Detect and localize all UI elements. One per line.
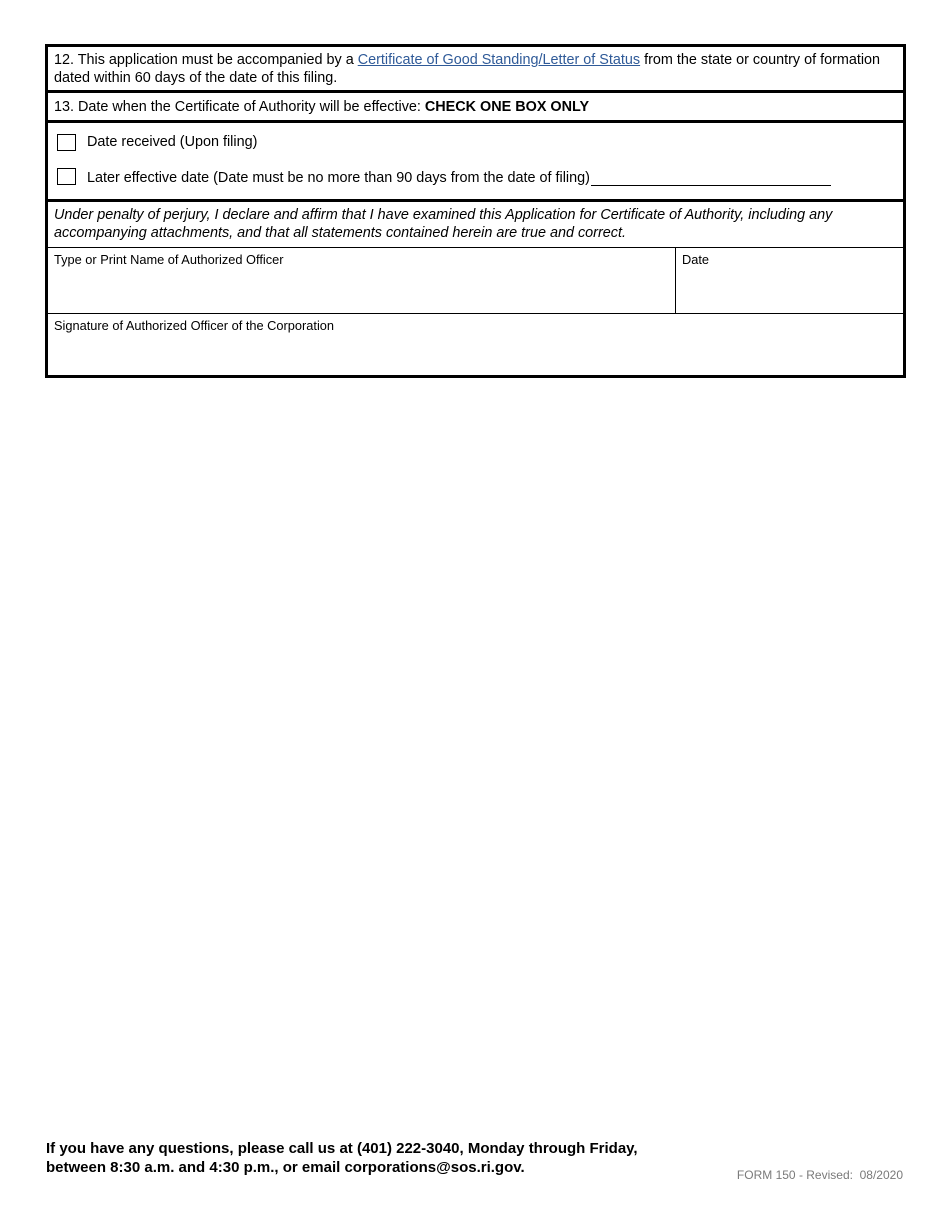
date-field[interactable] (676, 248, 903, 313)
later-effective-date-checkbox[interactable] (57, 168, 76, 185)
option-later-effective-date (57, 169, 831, 187)
officer-row (48, 247, 903, 313)
contact-information (46, 1139, 726, 1177)
date-received-checkbox[interactable] (57, 134, 76, 151)
form-revision-id: FORM 150 - Revised: 08/2020 (736, 1168, 903, 1182)
certificate-of-good-standing-link[interactable]: Certificate of Good Standing/Letter of Status (357, 52, 641, 68)
signature-field[interactable] (48, 313, 903, 378)
date-label: Date (682, 252, 710, 267)
later-effective-date-label: Later effective date (Date must be no more than 90 days from the date of filing) (87, 170, 590, 186)
check-one-box-notice: CHECK ONE BOX ONLY (424, 99, 590, 115)
item-13-effective-date (48, 90, 903, 120)
later-effective-date-field[interactable] (591, 171, 831, 186)
officer-name-field[interactable] (48, 248, 676, 313)
contact-line-1: If you have any questions, please call us at (401) 222-3040, Monday through Friday, (46, 1140, 638, 1157)
item-12-text-before: 12. This application must be accompanied by a (54, 52, 358, 68)
signature-label: Signature of Authorized Officer of the Corporation (54, 318, 335, 333)
item-13-text: 13. Date when the Certificate of Authority will be effective: (54, 99, 425, 115)
certificate-form-section (45, 44, 906, 378)
contact-line-2: between 8:30 a.m. and 4:30 p.m., or email corporations@sos.ri.gov. (46, 1159, 525, 1176)
item-12-requirement (48, 47, 903, 90)
effective-date-options (48, 120, 903, 199)
date-received-label: Date received (Upon filing) (87, 134, 258, 150)
option-date-received (57, 133, 257, 151)
item-12-text-after: from the state or country of formation dated within 60 days of the date of this filing. (54, 52, 881, 86)
perjury-declaration: Under penalty of perjury, I declare and affirm that I have examined this Application for Certificate of Authority, including any accompanying attachments, and that all statements contained herein are true and correct. (48, 199, 903, 247)
officer-name-label: Type or Print Name of Authorized Officer (54, 252, 284, 267)
